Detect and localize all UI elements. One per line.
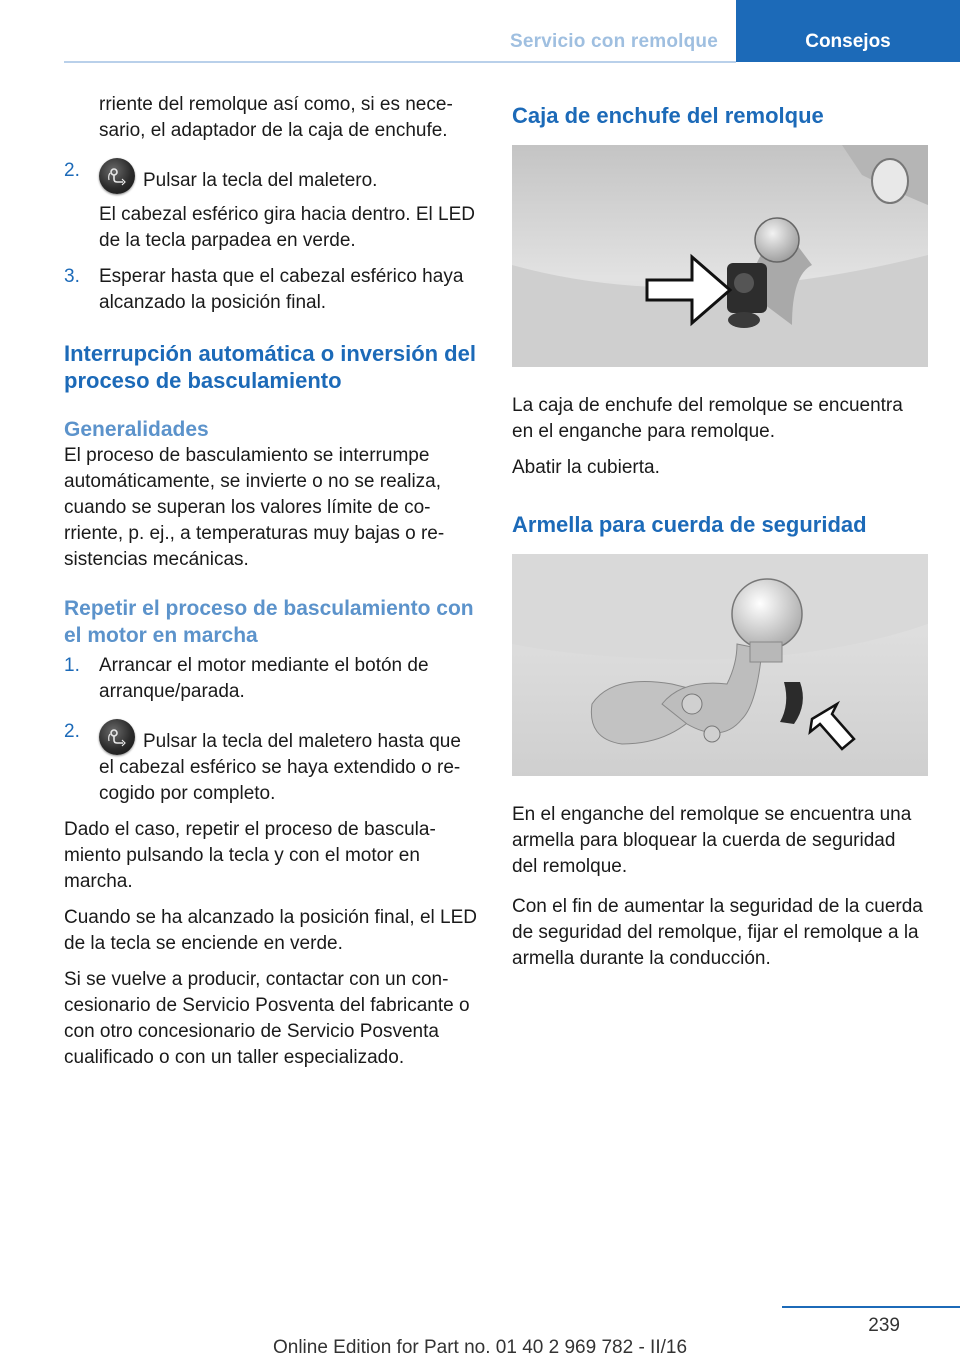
- heading-general: Generalidades: [64, 418, 209, 441]
- list-item: [64, 653, 478, 705]
- right-column: [512, 102, 926, 982]
- general-text: El proceso de basculamiento se interrumpe automáticamente, se invierte o no se realiza, cuando se superan los valores límite de corriente, p. ej., a temperaturas muy bajas o resistencias mecánicas.: [64, 445, 445, 570]
- list-text: [99, 158, 478, 194]
- paragraph: Dado el caso, repetir el proceso de basculamiento pulsando la tecla y con el motor en marcha.: [64, 819, 436, 892]
- list-item: [64, 719, 478, 807]
- list-text-main: Pulsar la tecla del maletero hasta que el cabezal esférico se haya extendido o recogido por completo.: [99, 731, 461, 804]
- list-item: [64, 158, 478, 254]
- eyelet-text-1: En el enganche del remolque se encuentra una armella para bloquear la cuerda de seguridad del remolque.: [512, 804, 912, 877]
- page-number: 239: [868, 1315, 900, 1336]
- list-text: [99, 719, 478, 807]
- paragraph: Cuando se ha alcanzado la posición final, el LED de la tecla se enciende en verde.: [64, 907, 477, 954]
- page-header: [0, 0, 960, 62]
- trailer-hitch-key-icon: [99, 719, 135, 755]
- trailer-hitch-key-icon: [99, 158, 135, 194]
- list-subtext: El cabezal esférico gira hacia dentro. El LED de la tecla parpadea en verde.: [99, 204, 475, 251]
- list-text-main: Pulsar la tecla del maletero.: [143, 170, 378, 191]
- trailer-socket-image: [512, 145, 928, 367]
- header-rule: [64, 61, 736, 63]
- edition-footer: Online Edition for Part no. 01 40 2 969 782 - II/16: [272, 1337, 688, 1358]
- intro-text: rriente del remolque así como, si es necesario, el adaptador de la caja de enchufe.: [99, 94, 453, 141]
- eyelet-text-2: Con el fin de aumentar la seguridad de la cuerda de seguridad del remolque, fijar el remolque a la armella durante la conducción.: [512, 896, 923, 969]
- heading-socket: Caja de enchufe del remolque: [512, 103, 824, 128]
- footer-rule: [782, 1306, 960, 1308]
- list-number: 2.: [64, 721, 80, 742]
- socket-text-1: La caja de enchufe del remolque se encuentra en el enganche para remolque.: [512, 395, 903, 442]
- heading-eyelet: Armella para cuerda de seguridad: [512, 512, 867, 537]
- list-number: 3.: [64, 266, 80, 287]
- heading-repeat: Repetir el proceso de basculamiento con el motor en marcha: [64, 597, 474, 647]
- list-text: Arrancar el motor mediante el botón de arranque/parada.: [99, 655, 429, 702]
- header-section-title: Servicio con remolque: [510, 31, 718, 52]
- header-chapter-tab: Consejos: [736, 0, 960, 62]
- left-column: [64, 92, 478, 1081]
- heading-interruption: Interrupción automática o inversión del proceso de basculamiento: [64, 341, 476, 393]
- safety-eyelet-image: [512, 554, 928, 776]
- list-number: 1.: [64, 655, 80, 676]
- list-number: 2.: [64, 160, 80, 181]
- list-text: Esperar hasta que el cabezal esférico haya alcanzado la posición final.: [99, 266, 464, 313]
- list-item: [64, 264, 478, 316]
- socket-text-2: Abatir la cubierta.: [512, 457, 660, 478]
- paragraph: Si se vuelve a producir, contactar con un concesionario de Servicio Posventa del fabricante o con otro concesionario de Servicio Posventa cualificado o con un taller especializado.: [64, 969, 470, 1068]
